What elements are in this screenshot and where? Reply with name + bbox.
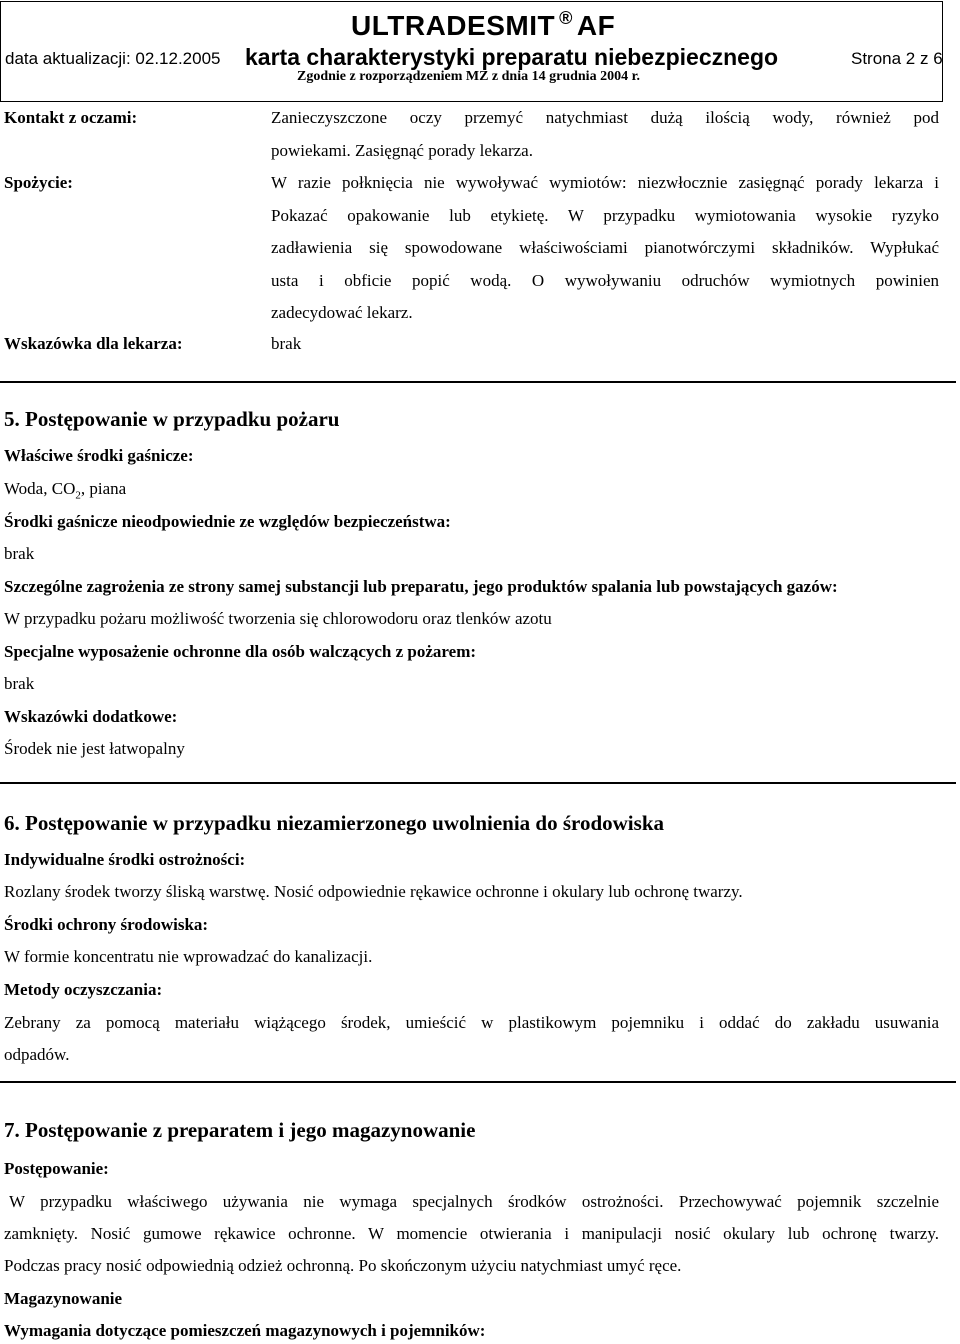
section-6-title: 6. Postępowanie w przypadku niezamierzonego uwolnienia do środowiska <box>4 811 664 835</box>
special-hazards-label: Szczególne zagrożenia ze strony samej substancji lub preparatu, jego produktów spalania lub powstających gazów: <box>4 577 838 596</box>
unsuitable-media-label: Środki gaśnicze nieodpowiednie ze względów bezpieczeństwa: <box>4 512 451 531</box>
storage-label: Magazynowanie <box>4 1289 123 1308</box>
section-divider <box>0 782 956 784</box>
cleanup-methods-text-line: Zebrany za pomocą materiału wiążącego środek, umieścić w plastikowym pojemniku i oddać do zakładu usuwania <box>4 1013 939 1032</box>
ingestion-text-line: usta i obficie popić wodą. O wywoływaniu odruchów wymiotnych powinien <box>271 271 939 290</box>
ingestion-text-line: W razie połknięcia nie wywoływać wymiotów: niezwłocznie zasięgnąć porady lekarza i <box>271 173 939 192</box>
doctor-note-text: brak <box>271 334 302 353</box>
registered-mark: ® <box>559 8 573 28</box>
doctor-note-label: Wskazówka dla lekarza: <box>4 334 183 353</box>
storage-requirements-label: Wymagania dotyczące pomieszczeń magazynowych i pojemników: <box>4 1321 486 1340</box>
regulation-note: Zgodnie z rozporządzeniem MZ z dnia 14 grudnia 2004 r. <box>297 69 640 84</box>
additional-advice-text: Środek nie jest łatwopalny <box>4 739 185 758</box>
handling-label: Postępowanie: <box>4 1159 109 1178</box>
cleanup-methods-label: Metody oczyszczania: <box>4 980 163 999</box>
eye-contact-text-line: Zanieczyszczone oczy przemyć natychmiast dużą ilością wody, również pod <box>271 108 939 127</box>
ingestion-label: Spożycie: <box>4 173 73 192</box>
section-5-title: 5. Postępowanie w przypadku pożaru <box>4 407 340 431</box>
ingestion-text-line: Pokazać opakowanie lub etykietę. W przypadku wymiotowania wysokie ryzyko <box>271 206 939 225</box>
ingestion-text-line: zadecydować lekarz. <box>271 303 413 322</box>
handling-text-line: W przypadku właściwego używania nie wymaga specjalnych środków ostrożności. Przechowywać pojemnik szczelnie <box>9 1192 939 1211</box>
handling-text-line: zamknięty. Nosić gumowe rękawice ochronne. W momencie otwierania i manipulacji nosić okulary lub ochronę twarzy. <box>4 1224 939 1243</box>
additional-advice-label: Wskazówki dodatkowe: <box>4 707 178 726</box>
update-date: data aktualizacji: 02.12.2005 <box>5 49 221 68</box>
product-name: ULTRADESMIT ® AF <box>351 8 616 41</box>
extinguishing-media-label: Właściwe środki gaśnicze: <box>4 446 194 465</box>
handling-text-line: Podczas pracy nosić odpowiednią odzież ochronną. Po skończonym użyciu natychmiast umyć ręce. <box>4 1256 682 1275</box>
personal-precautions-text: Rozlany środek tworzy śliską warstwę. Nosić odpowiednie rękawice ochronne i okulary lub ochronę twarzy. <box>4 882 743 901</box>
section-divider <box>0 381 956 383</box>
document-header <box>0 1 943 102</box>
section-divider <box>0 1081 956 1083</box>
unsuitable-media-text: brak <box>4 544 35 563</box>
environmental-precautions-label: Środki ochrony środowiska: <box>4 915 209 934</box>
personal-precautions-label: Indywidualne środki ostrożności: <box>4 850 246 869</box>
cleanup-methods-text-line: odpadów. <box>4 1045 70 1064</box>
eye-contact-text-line: powiekami. Zasięgnąć porady lekarza. <box>271 141 533 160</box>
section-7-title: 7. Postępowanie z preparatem i jego magazynowanie <box>4 1118 476 1142</box>
special-hazards-text: W przypadku pożaru możliwość tworzenia się chlorowodoru oraz tlenków azotu <box>4 609 552 628</box>
card-title: karta charakterystyki preparatu niebezpiecznego <box>245 44 779 70</box>
extinguishing-media-text: Woda, $CO_2$, piana <box>4 479 127 502</box>
ingestion-text-line: zadławienia się spowodowane właściwościami pianotwórczymi składników. Wypłukać <box>271 238 939 257</box>
protective-equipment-label: Specjalne wyposażenie ochronne dla osób walczących z pożarem: <box>4 642 477 661</box>
eye-contact-label: Kontakt z oczami: <box>4 108 138 127</box>
protective-equipment-text: brak <box>4 674 35 693</box>
environmental-precautions-text: W formie koncentratu nie wprowadzać do kanalizacji. <box>4 947 373 966</box>
page-number: Strona 2 z 6 <box>851 49 943 68</box>
